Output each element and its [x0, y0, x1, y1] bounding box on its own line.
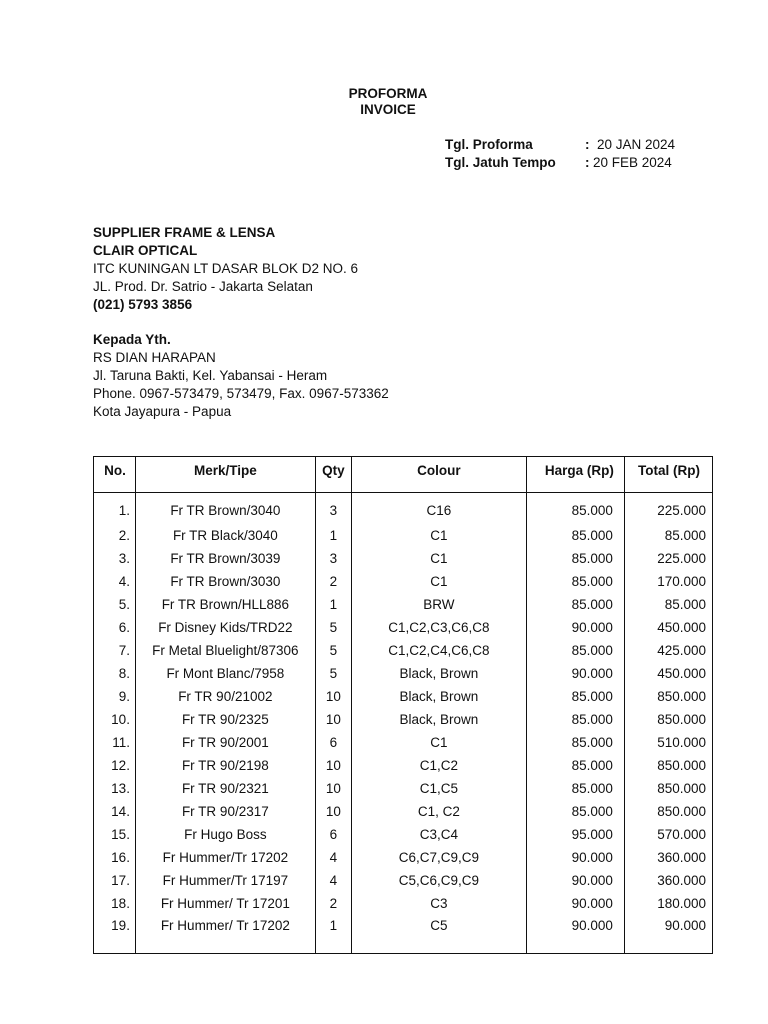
cell-merk: Fr TR 90/2325 — [135, 708, 315, 731]
cell-qty: 2 — [315, 570, 351, 593]
cell-merk: Fr TR Brown/3040 — [135, 493, 315, 525]
supplier-phone: (021) 5793 3856 — [93, 297, 193, 312]
cell-merk: Fr TR Brown/3030 — [135, 570, 315, 593]
table-row — [94, 892, 713, 915]
cell-no: 8. — [94, 662, 136, 685]
cell-qty: 10 — [315, 708, 351, 731]
supplier-block — [93, 224, 358, 314]
cell-total: 85.000 — [624, 593, 712, 616]
col-header-total: Total (Rp) — [624, 457, 712, 493]
cell-harga: 85.000 — [526, 593, 624, 616]
table-row — [94, 547, 713, 570]
cell-colour: Black, Brown — [352, 662, 527, 685]
cell-merk: Fr Hummer/Tr 17202 — [135, 846, 315, 869]
cell-colour: C1,C2,C3,C6,C8 — [352, 616, 527, 639]
cell-total: 90.000 — [624, 915, 712, 954]
cell-colour: C6,C7,C9,C9 — [352, 846, 527, 869]
cell-total: 225.000 — [624, 547, 712, 570]
cell-qty: 2 — [315, 892, 351, 915]
table-row — [94, 754, 713, 777]
cell-no: 15. — [94, 823, 136, 846]
items-table — [93, 456, 713, 954]
proforma-date-separator: : — [585, 137, 590, 152]
recipient-block — [93, 331, 389, 421]
table-row — [94, 662, 713, 685]
cell-harga: 85.000 — [526, 570, 624, 593]
cell-total: 850.000 — [624, 800, 712, 823]
supplier-heading: SUPPLIER FRAME & LENSA — [93, 225, 276, 240]
title-line-1: PROFORMA — [348, 86, 428, 101]
document-title — [0, 86, 768, 118]
due-date-separator: : — [585, 155, 590, 170]
cell-colour: C3,C4 — [352, 823, 527, 846]
cell-qty: 5 — [315, 639, 351, 662]
table-row — [94, 800, 713, 823]
cell-total: 180.000 — [624, 892, 712, 915]
cell-no: 19. — [94, 915, 136, 954]
cell-no: 14. — [94, 800, 136, 823]
table-body — [94, 493, 713, 954]
cell-colour: C5,C6,C9,C9 — [352, 869, 527, 892]
table-row — [94, 593, 713, 616]
cell-qty: 4 — [315, 846, 351, 869]
table-row — [94, 731, 713, 754]
cell-no: 1. — [94, 493, 136, 525]
cell-harga: 90.000 — [526, 846, 624, 869]
cell-merk: Fr Hummer/ Tr 17202 — [135, 915, 315, 954]
cell-colour: Black, Brown — [352, 685, 527, 708]
cell-total: 170.000 — [624, 570, 712, 593]
cell-colour: C5 — [352, 915, 527, 954]
recipient-address: Jl. Taruna Bakti, Kel. Yabansai - Heram — [93, 368, 328, 383]
cell-merk: Fr TR Black/3040 — [135, 524, 315, 547]
cell-colour: BRW — [352, 593, 527, 616]
table-row — [94, 570, 713, 593]
proforma-date-label: Tgl. Proforma — [445, 137, 533, 152]
recipient-city: Kota Jayapura - Papua — [93, 404, 232, 419]
cell-merk: Fr TR 90/21002 — [135, 685, 315, 708]
cell-qty: 6 — [315, 731, 351, 754]
cell-qty: 5 — [315, 662, 351, 685]
title-line-2: INVOICE — [360, 102, 416, 117]
cell-no: 18. — [94, 892, 136, 915]
table-row — [94, 524, 713, 547]
due-date-value: 20 FEB 2024 — [593, 155, 672, 170]
cell-total: 450.000 — [624, 662, 712, 685]
cell-merk: Fr TR Brown/3039 — [135, 547, 315, 570]
cell-qty: 10 — [315, 685, 351, 708]
cell-harga: 85.000 — [526, 777, 624, 800]
cell-harga: 90.000 — [526, 915, 624, 954]
cell-harga: 90.000 — [526, 662, 624, 685]
cell-no: 9. — [94, 685, 136, 708]
cell-total: 570.000 — [624, 823, 712, 846]
table-row — [94, 915, 713, 954]
cell-total: 425.000 — [624, 639, 712, 662]
recipient-phone: Phone. 0967-573479, 573479, Fax. 0967-573362 — [93, 386, 389, 401]
table-row — [94, 708, 713, 731]
cell-no: 4. — [94, 570, 136, 593]
cell-harga: 85.000 — [526, 731, 624, 754]
cell-qty: 3 — [315, 547, 351, 570]
cell-no: 5. — [94, 593, 136, 616]
cell-colour: Black, Brown — [352, 708, 527, 731]
cell-qty: 10 — [315, 777, 351, 800]
cell-merk: Fr TR 90/2317 — [135, 800, 315, 823]
cell-merk: Fr Hugo Boss — [135, 823, 315, 846]
cell-qty: 10 — [315, 754, 351, 777]
cell-harga: 85.000 — [526, 547, 624, 570]
cell-colour: C3 — [352, 892, 527, 915]
due-date-label: Tgl. Jatuh Tempo — [445, 155, 556, 170]
cell-colour: C1, C2 — [352, 800, 527, 823]
cell-no: 16. — [94, 846, 136, 869]
table-row — [94, 685, 713, 708]
cell-total: 510.000 — [624, 731, 712, 754]
cell-no: 3. — [94, 547, 136, 570]
cell-harga: 85.000 — [526, 524, 624, 547]
table-row — [94, 639, 713, 662]
cell-no: 10. — [94, 708, 136, 731]
col-header-merk: Merk/Tipe — [135, 457, 315, 493]
cell-merk: Fr TR Brown/HLL886 — [135, 593, 315, 616]
cell-no: 17. — [94, 869, 136, 892]
cell-merk: Fr Hummer/ Tr 17201 — [135, 892, 315, 915]
cell-merk: Fr Metal Bluelight/87306 — [135, 639, 315, 662]
cell-total: 360.000 — [624, 846, 712, 869]
table-row — [94, 616, 713, 639]
cell-harga: 95.000 — [526, 823, 624, 846]
cell-colour: C1 — [352, 731, 527, 754]
cell-merk: Fr Disney Kids/TRD22 — [135, 616, 315, 639]
cell-colour: C1,C5 — [352, 777, 527, 800]
col-header-harga: Harga (Rp) — [526, 457, 624, 493]
cell-merk: Fr Hummer/Tr 17197 — [135, 869, 315, 892]
cell-merk: Fr Mont Blanc/7958 — [135, 662, 315, 685]
col-header-no: No. — [94, 457, 136, 493]
cell-harga: 85.000 — [526, 708, 624, 731]
cell-no: 6. — [94, 616, 136, 639]
cell-qty: 10 — [315, 800, 351, 823]
supplier-name: CLAIR OPTICAL — [93, 243, 198, 258]
invoice-dates — [445, 136, 745, 172]
table-row — [94, 846, 713, 869]
cell-total: 850.000 — [624, 685, 712, 708]
supplier-address-2: JL. Prod. Dr. Satrio - Jakarta Selatan — [93, 279, 313, 294]
col-header-qty: Qty — [315, 457, 351, 493]
cell-colour: C1,C2,C4,C6,C8 — [352, 639, 527, 662]
cell-no: 13. — [94, 777, 136, 800]
cell-colour: C16 — [352, 493, 527, 525]
cell-harga: 85.000 — [526, 639, 624, 662]
cell-no: 7. — [94, 639, 136, 662]
cell-harga: 90.000 — [526, 892, 624, 915]
cell-total: 850.000 — [624, 708, 712, 731]
cell-colour: C1 — [352, 547, 527, 570]
cell-total: 225.000 — [624, 493, 712, 525]
cell-harga: 85.000 — [526, 493, 624, 525]
cell-qty: 4 — [315, 869, 351, 892]
cell-qty: 6 — [315, 823, 351, 846]
recipient-label: Kepada Yth. — [93, 332, 171, 347]
proforma-date-value: 20 JAN 2024 — [597, 137, 676, 152]
cell-harga: 90.000 — [526, 616, 624, 639]
cell-harga: 90.000 — [526, 869, 624, 892]
cell-colour: C1 — [352, 524, 527, 547]
table-row — [94, 777, 713, 800]
cell-total: 360.000 — [624, 869, 712, 892]
table-row — [94, 493, 713, 525]
cell-colour: C1 — [352, 570, 527, 593]
cell-qty: 1 — [315, 593, 351, 616]
table-header-row — [94, 457, 713, 493]
cell-harga: 85.000 — [526, 685, 624, 708]
cell-qty: 1 — [315, 524, 351, 547]
cell-total: 850.000 — [624, 777, 712, 800]
cell-total: 85.000 — [624, 524, 712, 547]
cell-qty: 3 — [315, 493, 351, 525]
cell-merk: Fr TR 90/2001 — [135, 731, 315, 754]
cell-qty: 5 — [315, 616, 351, 639]
cell-no: 11. — [94, 731, 136, 754]
table-row — [94, 869, 713, 892]
supplier-address-1: ITC KUNINGAN LT DASAR BLOK D2 NO. 6 — [93, 261, 359, 276]
cell-no: 2. — [94, 524, 136, 547]
col-header-colour: Colour — [352, 457, 527, 493]
cell-colour: C1,C2 — [352, 754, 527, 777]
cell-total: 450.000 — [624, 616, 712, 639]
cell-merk: Fr TR 90/2198 — [135, 754, 315, 777]
cell-harga: 85.000 — [526, 754, 624, 777]
cell-qty: 1 — [315, 915, 351, 954]
cell-no: 12. — [94, 754, 136, 777]
cell-merk: Fr TR 90/2321 — [135, 777, 315, 800]
cell-total: 850.000 — [624, 754, 712, 777]
table-row — [94, 823, 713, 846]
cell-harga: 85.000 — [526, 800, 624, 823]
recipient-name: RS DIAN HARAPAN — [93, 350, 216, 365]
